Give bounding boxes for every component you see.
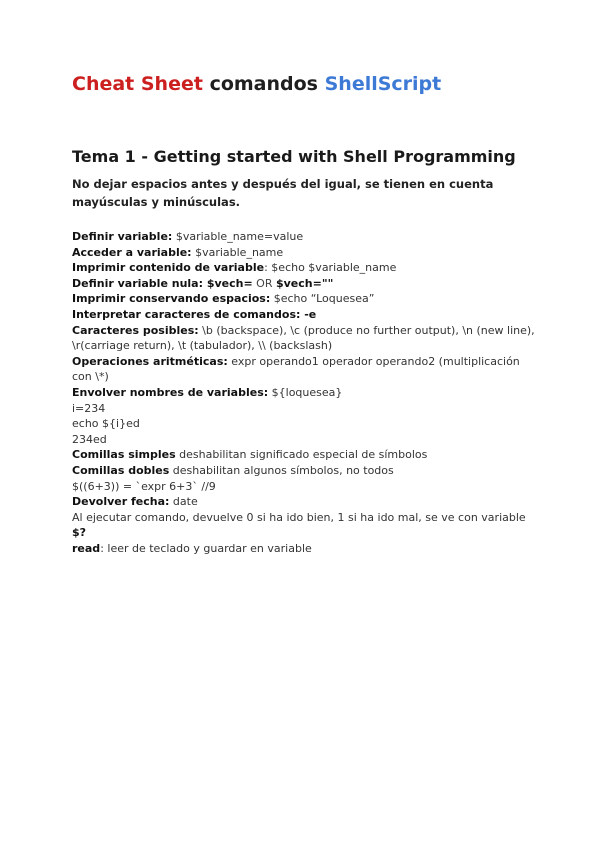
content-line xyxy=(72,432,542,448)
line-label: Definir variable: xyxy=(72,230,173,243)
line-text: $echo “Loquesea” xyxy=(270,292,375,306)
content-line xyxy=(72,354,542,385)
line-label: Caracteres posibles: xyxy=(72,323,199,337)
line-label: Operaciones aritméticas: xyxy=(72,354,228,368)
line-text: $variable_name xyxy=(191,245,284,259)
line-label: $? xyxy=(72,526,87,540)
line-text: deshabilitan algunos símbolos, no todos xyxy=(169,463,394,477)
content-line xyxy=(72,510,542,526)
section-intro: No dejar espacios antes y después del igual, se tienen en cuenta mayúsculas y minúsculas. xyxy=(72,177,494,209)
content-line xyxy=(72,307,542,323)
line-label: Envolver nombres de variables: xyxy=(72,385,269,399)
line-label: Comillas dobles xyxy=(72,463,170,477)
content-line xyxy=(72,463,542,479)
line-text: : $echo $variable_name xyxy=(264,261,397,275)
title-part-shellscript: ShellScript xyxy=(324,73,442,95)
document-page xyxy=(72,70,542,556)
content-line xyxy=(72,245,542,261)
content-line xyxy=(72,385,542,401)
content-line xyxy=(72,229,542,245)
content-line xyxy=(72,494,542,510)
section-heading: Tema 1 - Getting started with Shell Programming xyxy=(72,147,516,166)
line-label-2: $vech="" xyxy=(275,276,334,290)
line-label: Imprimir contenido de variable xyxy=(72,261,265,275)
line-text: \b (backspace), \c (produce no further output), \n (new line), \r(carriage return), \t (tabulador), \\ (backslash) xyxy=(72,323,539,353)
line-label: Comillas simples xyxy=(72,448,176,462)
content-line xyxy=(72,541,542,557)
line-text: ${loquesea} xyxy=(268,385,343,399)
content-line xyxy=(72,525,542,541)
content-line xyxy=(72,479,542,495)
line-label: Interpretar caracteres de comandos: -e xyxy=(72,307,317,321)
page-title xyxy=(72,70,542,98)
content-line xyxy=(72,291,542,307)
content-line xyxy=(72,276,542,292)
content-line xyxy=(72,323,542,354)
line-label: Imprimir conservando espacios: xyxy=(72,292,271,306)
line-text: echo ${i}ed xyxy=(72,417,140,431)
content-lines xyxy=(72,229,542,556)
content-line xyxy=(72,260,542,276)
title-part-cheat-sheet: Cheat Sheet xyxy=(72,73,203,95)
content-line xyxy=(72,447,542,463)
line-label: Definir variable nula: $vech= xyxy=(72,276,253,290)
line-text: $((6+3)) = `expr 6+3` //9 xyxy=(72,479,216,493)
line-text: deshabilitan significado especial de símbolos xyxy=(175,448,428,462)
line-text: date xyxy=(169,495,198,509)
line-label: Devolver fecha: xyxy=(72,495,170,509)
content-line xyxy=(72,401,542,417)
content-line xyxy=(72,416,542,432)
line-label: Acceder a variable: xyxy=(72,245,192,259)
line-text: 234ed xyxy=(72,432,107,446)
line-connector: OR xyxy=(252,276,276,290)
line-text: $variable_name=value xyxy=(172,230,304,243)
title-part-comandos: comandos xyxy=(202,73,325,95)
line-text: : leer de teclado y guardar en variable xyxy=(100,541,312,555)
line-label: read xyxy=(72,541,101,555)
line-text: Al ejecutar comando, devuelve 0 si ha ido bien, 1 si ha ido mal, se ve con variable xyxy=(72,510,526,524)
line-text: expr operando1 operador operando2 (multiplicación con \*) xyxy=(72,354,524,384)
line-text: i=234 xyxy=(72,401,106,415)
